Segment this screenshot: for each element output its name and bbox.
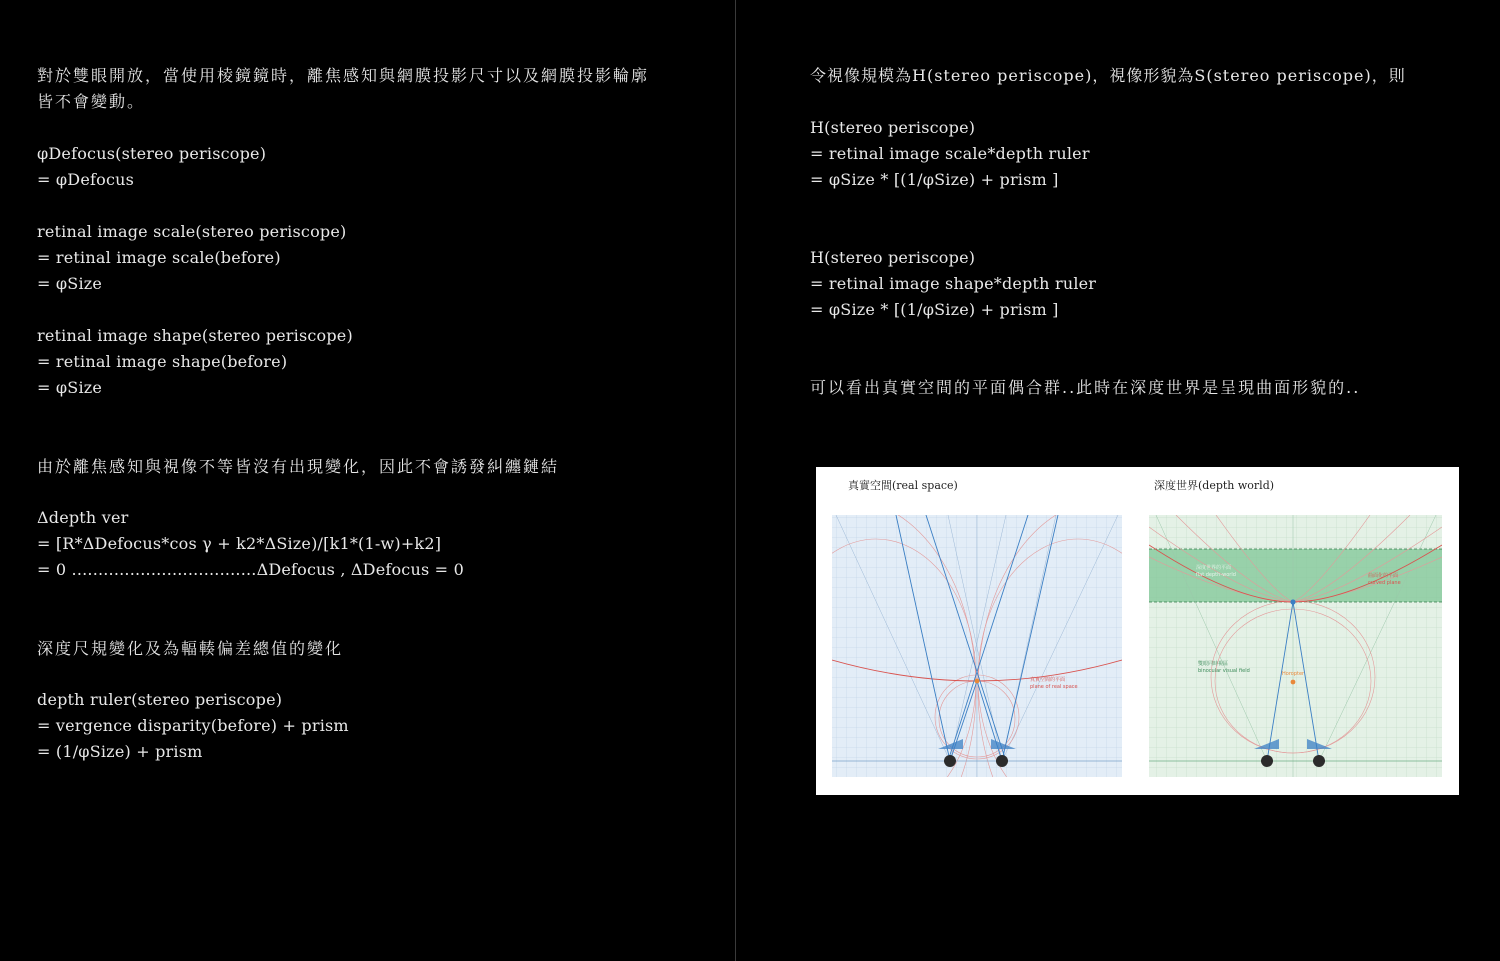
depth-world-fixation-point xyxy=(1290,599,1295,604)
horopter-point xyxy=(1291,680,1296,685)
depth-right-eye-icon xyxy=(1313,755,1325,767)
defocus-formula-line-1: φDefocus(stereo periscope) xyxy=(37,144,267,163)
h1-formula-line-3: = φSize * [(1/φSize) + prism ] xyxy=(810,170,1059,189)
shape-formula-line-2: = retinal image shape(before) xyxy=(37,352,288,371)
binocular-field-label-en: binocular visual field xyxy=(1198,668,1250,674)
conclusion-paragraph: 可以看出真實空間的平面偶合群..此時在深度世界是呈現曲面形貌的.. xyxy=(810,378,1361,397)
flat-depth-label-en: flat depth-world xyxy=(1196,572,1236,578)
plane-label-cn: 真實空間的平面 xyxy=(1030,677,1066,683)
ruler-formula-line-2: = vergence disparity(before) + prism xyxy=(37,716,349,735)
flat-depth-label-cn: 深度世界的平面 xyxy=(1196,565,1232,571)
curved-plane-label-en: curved plane xyxy=(1368,580,1401,586)
defocus-formula-line-2: = φDefocus xyxy=(37,170,135,189)
left-eye-icon xyxy=(944,755,956,767)
intro-paragraph-line-2: 皆不會變動。 xyxy=(37,92,146,111)
h2-formula-line-3: = φSize * [(1/φSize) + prism ] xyxy=(810,300,1059,319)
figure-diagram xyxy=(816,467,1459,795)
scale-formula-line-1: retinal image scale(stereo periscope) xyxy=(37,222,347,241)
left-page xyxy=(0,0,735,961)
depth-world-panel xyxy=(1149,515,1442,777)
right-eye-icon xyxy=(996,755,1008,767)
no-entanglement-paragraph: 由於離焦感知與視像不等皆沒有出現變化，因此不會誘發糾纏鏈結 xyxy=(37,457,560,476)
depth-ruler-paragraph: 深度尺規變化及為輻輳偏差總值的變化 xyxy=(37,639,344,658)
h2-formula-line-2: = retinal image shape*depth ruler xyxy=(810,274,1097,293)
h1-formula-line-1: H(stereo periscope) xyxy=(810,118,976,137)
depth-ver-formula-line-3: = 0 ...................................ΔDefocus , ΔDefocus = 0 xyxy=(37,560,464,579)
page-divider xyxy=(735,0,736,961)
binocular-field-label-cn: 雙眼同時視區 xyxy=(1198,661,1229,667)
depth-world-title: 深度世界(depth world) xyxy=(1154,479,1275,492)
depth-left-eye-icon xyxy=(1261,755,1273,767)
real-space-title: 真實空間(real space) xyxy=(848,479,958,492)
intro-paragraph-line-1: 對於雙眼開放，當使用棱鏡鏡時，離焦感知與網膜投影尺寸以及網膜投影輪廓 xyxy=(37,66,650,85)
depth-ver-formula-line-1: Δdepth ver xyxy=(37,508,129,527)
horopter-label: Horopter xyxy=(1282,671,1305,677)
depth-ver-formula-line-2: = [R*ΔDefocus*cos γ + k2*ΔSize)/[k1*(1-w)+k2] xyxy=(37,534,442,553)
real-space-fixation-point xyxy=(975,679,980,684)
real-vs-depth-figure xyxy=(816,467,1459,795)
h1-formula-line-2: = retinal image scale*depth ruler xyxy=(810,144,1090,163)
scale-formula-line-2: = retinal image scale(before) xyxy=(37,248,281,267)
plane-label-en: plane of real space xyxy=(1030,684,1078,690)
right-intro: 令視像規模為H(stereo periscope)，視像形貌為S(stereo periscope)，則 xyxy=(810,66,1406,85)
ruler-formula-line-3: = (1/φSize) + prism xyxy=(37,742,203,761)
h2-formula-line-1: H(stereo periscope) xyxy=(810,248,976,267)
shape-formula-line-1: retinal image shape(stereo periscope) xyxy=(37,326,353,345)
scale-formula-line-3: = φSize xyxy=(37,274,103,293)
shape-formula-line-3: = φSize xyxy=(37,378,103,397)
ruler-formula-line-1: depth ruler(stereo periscope) xyxy=(37,690,283,709)
curved-plane-label-cn: 曲面化的平面 xyxy=(1368,573,1399,579)
